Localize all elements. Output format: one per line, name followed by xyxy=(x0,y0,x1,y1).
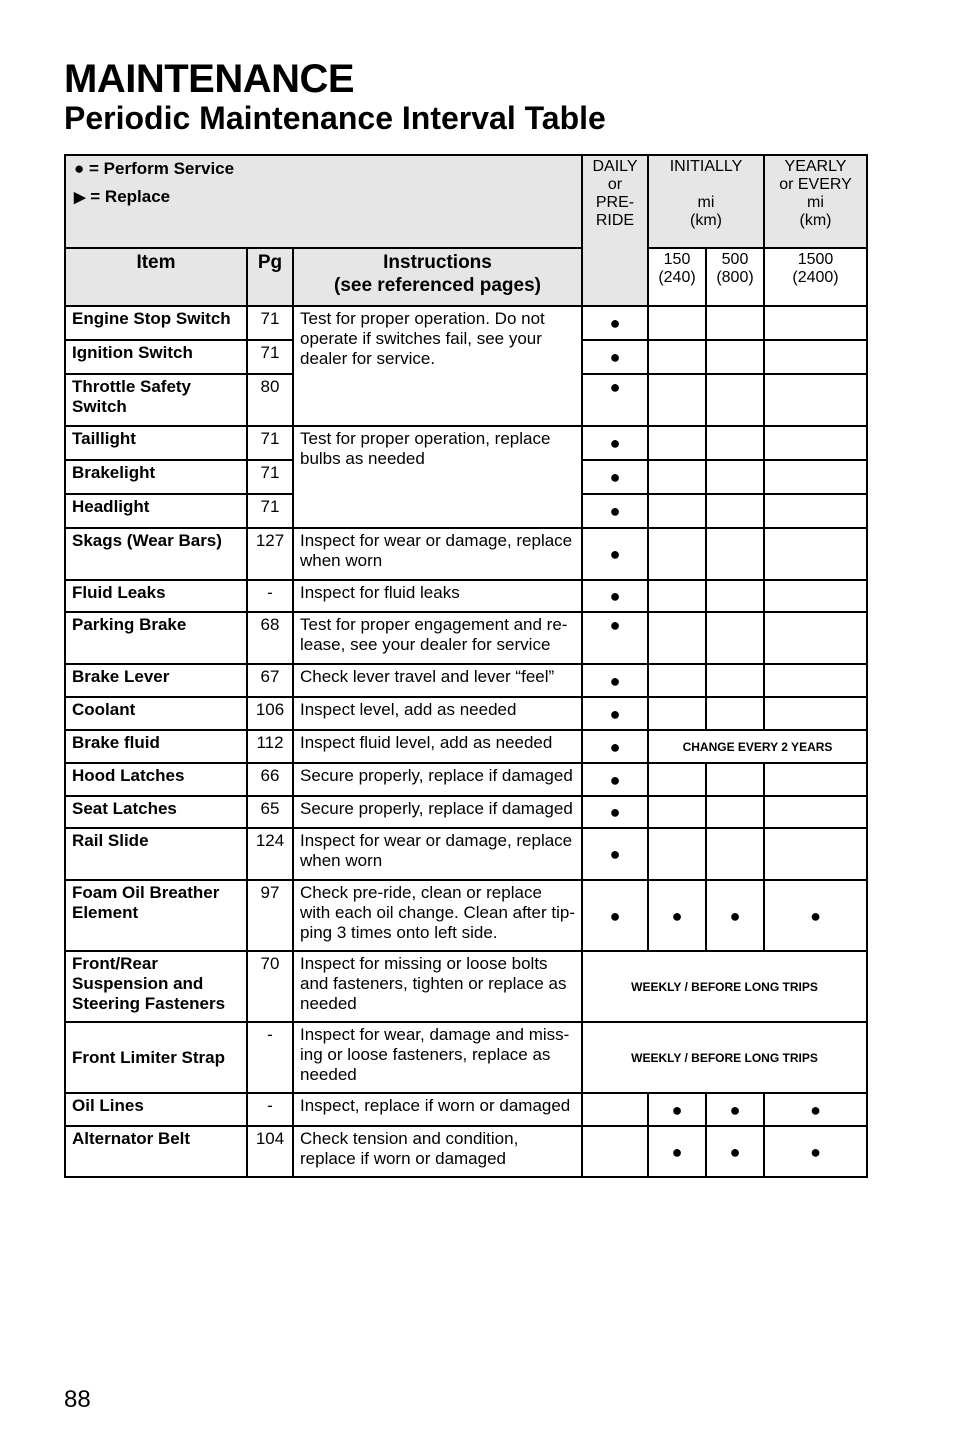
mark-cell xyxy=(706,697,764,730)
col-instructions-line: (see referenced pages) xyxy=(334,275,541,296)
mark-cell xyxy=(648,306,706,340)
col-initially-line: INITIALLY xyxy=(669,158,743,175)
bullet-icon: ● xyxy=(74,159,85,178)
mark-cell: ● xyxy=(582,494,648,528)
col-daily xyxy=(582,155,648,306)
mark-cell xyxy=(706,306,764,340)
mark-cell xyxy=(764,697,867,730)
col-500 xyxy=(706,248,764,306)
interval-note: WEEKLY / BEFORE LONG TRIPS xyxy=(582,951,867,1022)
mark-cell xyxy=(764,494,867,528)
col-1500-line: (2400) xyxy=(792,269,839,286)
item-cell: Brakelight xyxy=(65,460,247,494)
item-cell: Front/Rear Suspension and Steering Fasteners xyxy=(65,951,247,1022)
col-150 xyxy=(648,248,706,306)
page-subtitle: Periodic Maintenance Interval Table xyxy=(64,100,606,136)
mark-cell: ● xyxy=(582,880,648,951)
pg-cell: - xyxy=(247,1093,293,1126)
table-row xyxy=(65,1093,867,1126)
item-cell: Front Limiter Strap xyxy=(65,1022,247,1093)
col-initially-line xyxy=(655,176,757,194)
mark-cell: ● xyxy=(582,426,648,460)
mark-cell: ● xyxy=(582,730,648,763)
table-row xyxy=(65,306,867,340)
mark-cell xyxy=(764,306,867,340)
table-row xyxy=(65,1022,867,1093)
page-title: MAINTENANCE xyxy=(64,57,355,101)
legend-replace xyxy=(74,187,573,215)
pg-cell: - xyxy=(247,580,293,612)
col-1500 xyxy=(764,248,867,306)
mark-cell xyxy=(764,796,867,828)
mark-cell xyxy=(648,796,706,828)
table-row xyxy=(65,828,867,880)
col-yearly-line: or EVERY xyxy=(779,176,852,193)
mark-cell: ● xyxy=(582,580,648,612)
mark-cell: ● xyxy=(582,612,648,664)
table-row xyxy=(65,730,867,763)
mark-cell xyxy=(706,580,764,612)
col-yearly-line: YEARLY xyxy=(784,158,847,175)
instructions-cell: Inspect, replace if worn or damaged xyxy=(293,1093,582,1126)
mark-cell xyxy=(648,612,706,664)
item-cell: Headlight xyxy=(65,494,247,528)
mark-cell xyxy=(764,528,867,580)
mark-cell xyxy=(648,426,706,460)
col-yearly-line: mi xyxy=(807,194,824,211)
item-cell: Parking Brake xyxy=(65,612,247,664)
pg-cell: - xyxy=(247,1022,293,1093)
col-500-line: (800) xyxy=(716,269,754,286)
col-daily-line: RIDE xyxy=(595,212,635,229)
instructions-cell: Secure properly, replace if damaged xyxy=(293,763,582,796)
interval-note: CHANGE EVERY 2 YEARS xyxy=(648,730,867,763)
pg-cell: 67 xyxy=(247,664,293,697)
mark-cell xyxy=(648,528,706,580)
mark-cell xyxy=(764,460,867,494)
mark-cell xyxy=(648,340,706,374)
pg-cell: 71 xyxy=(247,426,293,460)
pg-cell: 65 xyxy=(247,796,293,828)
table-row xyxy=(65,612,867,664)
col-yearly xyxy=(764,155,867,248)
mark-cell xyxy=(706,796,764,828)
mark-cell: ● xyxy=(648,1126,706,1177)
mark-cell xyxy=(706,374,764,426)
mark-cell xyxy=(764,612,867,664)
mark-cell xyxy=(648,494,706,528)
col-daily-line: DAILY xyxy=(592,158,638,175)
table-row xyxy=(65,528,867,580)
table-row xyxy=(65,426,867,460)
item-cell: Brake Lever xyxy=(65,664,247,697)
mark-cell xyxy=(706,528,764,580)
item-cell: Coolant xyxy=(65,697,247,730)
col-daily-line: or xyxy=(607,176,623,193)
maintenance-table xyxy=(64,154,868,1178)
mark-cell: ● xyxy=(648,880,706,951)
item-cell: Hood Latches xyxy=(65,763,247,796)
col-instructions xyxy=(293,248,582,306)
legend-perform-label: = Perform Service xyxy=(89,159,235,178)
pg-cell: 97 xyxy=(247,880,293,951)
mark-cell: ● xyxy=(764,1093,867,1126)
mark-cell xyxy=(648,763,706,796)
pg-cell: 71 xyxy=(247,306,293,340)
pg-cell: 71 xyxy=(247,494,293,528)
instructions-cell: Inspect for wear or damage, replace when worn xyxy=(293,528,582,580)
table-row xyxy=(65,880,867,951)
col-yearly-line: (km) xyxy=(799,212,832,229)
instructions-cell: Check pre-ride, clean or replace with each oil change. Clean after tip-ping 3 times onto left side. xyxy=(293,880,582,951)
item-cell: Foam Oil Breather Element xyxy=(65,880,247,951)
table-row xyxy=(65,951,867,1022)
pg-cell: 104 xyxy=(247,1126,293,1177)
item-cell: Ignition Switch xyxy=(65,340,247,374)
col-150-line: 150 xyxy=(663,251,691,268)
instructions-cell: Inspect level, add as needed xyxy=(293,697,582,730)
mark-cell xyxy=(648,697,706,730)
mark-cell: ● xyxy=(582,528,648,580)
pg-cell: 127 xyxy=(247,528,293,580)
pg-cell: 68 xyxy=(247,612,293,664)
mark-cell xyxy=(706,828,764,880)
col-500-line: 500 xyxy=(721,251,749,268)
mark-cell: ● xyxy=(582,664,648,697)
mark-cell: ● xyxy=(582,374,648,426)
pg-cell: 80 xyxy=(247,374,293,426)
item-cell: Skags (Wear Bars) xyxy=(65,528,247,580)
mark-cell: ● xyxy=(582,796,648,828)
mark-cell: ● xyxy=(582,697,648,730)
instructions-cell: Test for proper operation, replace bulbs as needed xyxy=(293,426,582,528)
pg-cell: 106 xyxy=(247,697,293,730)
interval-note: WEEKLY / BEFORE LONG TRIPS xyxy=(582,1022,867,1093)
mark-cell xyxy=(706,426,764,460)
item-cell: Engine Stop Switch xyxy=(65,306,247,340)
mark-cell: ● xyxy=(764,1126,867,1177)
pg-cell: 124 xyxy=(247,828,293,880)
mark-cell xyxy=(764,664,867,697)
col-150-line: (240) xyxy=(658,269,696,286)
mark-cell xyxy=(764,340,867,374)
mark-cell xyxy=(648,374,706,426)
item-cell: Throttle Safety Switch xyxy=(65,374,247,426)
col-daily-line: PRE- xyxy=(595,194,635,211)
mark-cell xyxy=(648,460,706,494)
mark-cell xyxy=(764,374,867,426)
pg-cell: 71 xyxy=(247,460,293,494)
instructions-cell: Check tension and condition, replace if worn or damaged xyxy=(293,1126,582,1177)
instructions-cell: Inspect fluid level, add as needed xyxy=(293,730,582,763)
legend-perform xyxy=(74,159,573,187)
instructions-cell: Inspect for missing or loose bolts and fasteners, tighten or replace as needed xyxy=(293,951,582,1022)
table-row xyxy=(65,763,867,796)
mark-cell xyxy=(648,828,706,880)
col-initially-line: (km) xyxy=(690,212,722,229)
mark-cell: ● xyxy=(706,880,764,951)
mark-cell xyxy=(648,580,706,612)
mark-cell xyxy=(764,426,867,460)
mark-cell xyxy=(706,460,764,494)
col-initially xyxy=(648,155,764,248)
mark-cell xyxy=(764,580,867,612)
item-cell: Taillight xyxy=(65,426,247,460)
legend-replace-label: = Replace xyxy=(90,187,171,206)
page-number: 88 xyxy=(64,1386,91,1413)
instructions-cell: Secure properly, replace if damaged xyxy=(293,796,582,828)
mark-cell: ● xyxy=(706,1126,764,1177)
instructions-cell: Inspect for wear, damage and miss-ing or loose fasteners, replace as needed xyxy=(293,1022,582,1093)
instructions-cell: Test for proper engagement and re-lease, see your dealer for service xyxy=(293,612,582,664)
mark-cell: ● xyxy=(582,460,648,494)
item-cell: Rail Slide xyxy=(65,828,247,880)
pg-cell: 112 xyxy=(247,730,293,763)
item-cell: Brake fluid xyxy=(65,730,247,763)
col-item: Item xyxy=(65,248,247,306)
mark-cell: ● xyxy=(582,306,648,340)
header-row-legend xyxy=(65,155,867,248)
mark-cell xyxy=(582,1093,648,1126)
instructions-cell: Check lever travel and lever “feel” xyxy=(293,664,582,697)
instructions-cell: Inspect for fluid leaks xyxy=(293,580,582,612)
item-cell: Alternator Belt xyxy=(65,1126,247,1177)
mark-cell xyxy=(706,340,764,374)
pg-cell: 70 xyxy=(247,951,293,1022)
mark-cell: ● xyxy=(582,828,648,880)
mark-cell: ● xyxy=(764,880,867,951)
pg-cell: 71 xyxy=(247,340,293,374)
table-row xyxy=(65,664,867,697)
table-row xyxy=(65,697,867,730)
legend xyxy=(65,155,582,248)
table-row xyxy=(65,1126,867,1177)
col-instructions-line: Instructions xyxy=(383,252,492,273)
col-pg: Pg xyxy=(247,248,293,306)
mark-cell xyxy=(764,763,867,796)
mark-cell: ● xyxy=(582,340,648,374)
mark-cell xyxy=(706,664,764,697)
mark-cell xyxy=(706,612,764,664)
mark-cell xyxy=(582,1126,648,1177)
mark-cell: ● xyxy=(582,763,648,796)
header-row-columns xyxy=(65,248,867,306)
table-row xyxy=(65,796,867,828)
mark-cell xyxy=(764,828,867,880)
mark-cell xyxy=(648,664,706,697)
mark-cell: ● xyxy=(648,1093,706,1126)
item-cell: Seat Latches xyxy=(65,796,247,828)
item-cell: Fluid Leaks xyxy=(65,580,247,612)
col-1500-line: 1500 xyxy=(797,251,834,268)
col-initially-line: mi xyxy=(697,194,715,211)
pg-cell: 66 xyxy=(247,763,293,796)
mark-cell xyxy=(706,494,764,528)
table-row xyxy=(65,580,867,612)
mark-cell xyxy=(706,763,764,796)
item-cell: Oil Lines xyxy=(65,1093,247,1126)
instructions-cell: Test for proper operation. Do not operate if switches fail, see your dealer for service. xyxy=(293,306,582,426)
instructions-cell: Inspect for wear or damage, replace when worn xyxy=(293,828,582,880)
triangle-icon: ▶ xyxy=(74,189,86,206)
mark-cell: ● xyxy=(706,1093,764,1126)
